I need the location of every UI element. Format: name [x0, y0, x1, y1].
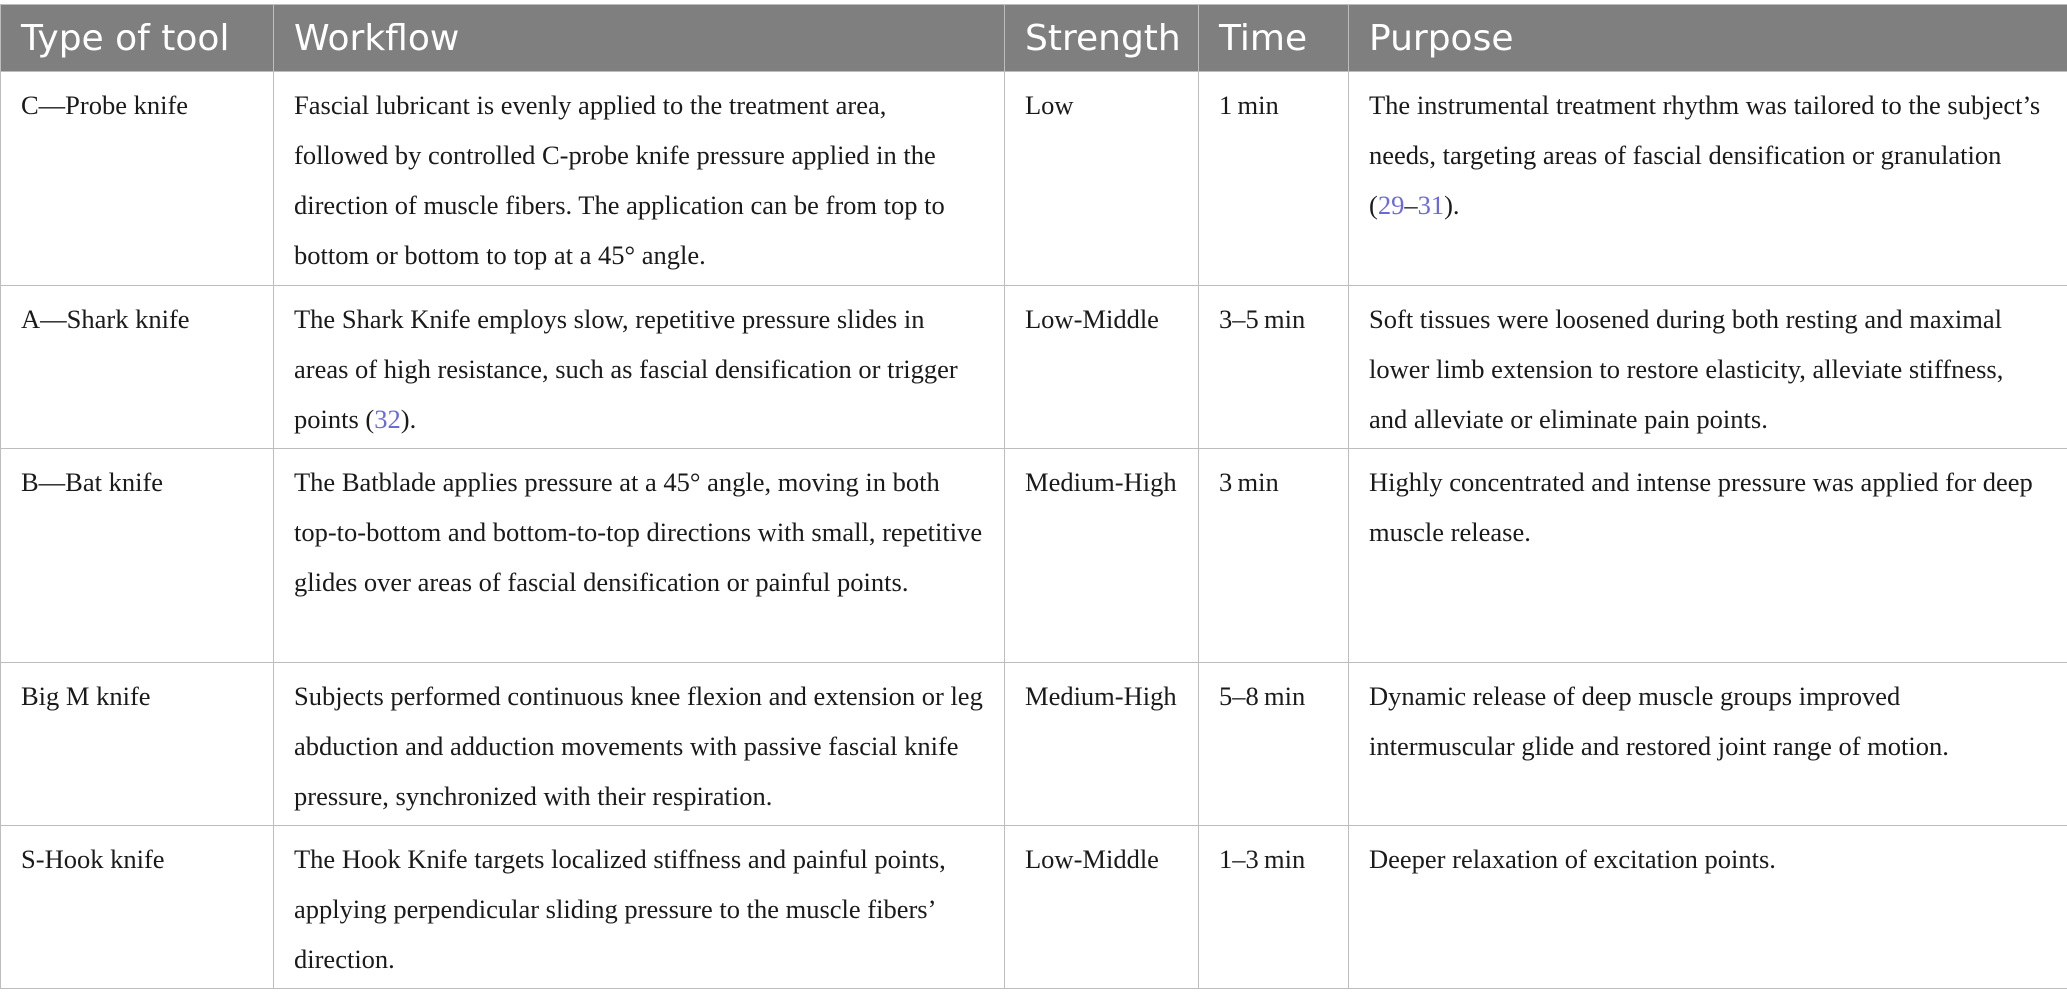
cell-tool: C—Probe knife [1, 72, 274, 286]
table-row [1, 449, 2067, 663]
header-workflow: Workflow [274, 5, 1005, 72]
purpose-text: The instrumental treatment rhythm was tailored to the subject’s needs, targeting areas of fascial densification or granulation ( [1369, 90, 2041, 220]
table-row [1, 286, 2067, 449]
cell-workflow [274, 286, 1005, 449]
cell-workflow: The Hook Knife targets localized stiffness and painful points, applying perpendicular sliding pressure to the muscle fibers’ direction. [274, 826, 1005, 989]
cell-purpose: Highly concentrated and intense pressure was applied for deep muscle release. [1349, 449, 2067, 663]
header-row [1, 5, 2067, 72]
cell-workflow: Fascial lubricant is evenly applied to the treatment area, followed by controlled C-probe knife pressure applied in the direction of muscle fibers. The application can be from top to bottom or bottom to top at a 45° angle. [274, 72, 1005, 286]
table-row [1, 826, 2067, 989]
cell-strength: Low-Middle [1005, 286, 1199, 449]
cell-strength: Low-Middle [1005, 826, 1199, 989]
cell-tool: S-Hook knife [1, 826, 274, 989]
header-time: Time [1199, 5, 1349, 72]
cell-strength: Medium-High [1005, 449, 1199, 663]
workflow-text-end: ). [400, 404, 417, 434]
cell-time: 3–5 min [1199, 286, 1349, 449]
tool-protocol-table [0, 4, 2067, 989]
header-purpose: Purpose [1349, 5, 2067, 72]
workflow-text: The Shark Knife employs slow, repetitive pressure slides in areas of high resistance, such as fascial densification or trigger points ( [294, 304, 958, 434]
cell-time: 1 min [1199, 72, 1349, 286]
cell-workflow: Subjects performed continuous knee flexion and extension or leg abduction and adduction movements with passive fascial knife pressure, synchronized with their respiration. [274, 663, 1005, 826]
cell-purpose: Dynamic release of deep muscle groups improved intermuscular glide and restored joint range of motion. [1349, 663, 2067, 826]
citation-link[interactable]: 29 [1377, 190, 1405, 220]
cell-purpose: Deeper relaxation of excitation points. [1349, 826, 2067, 989]
cell-tool: B—Bat knife [1, 449, 274, 663]
table-row [1, 663, 2067, 826]
cell-time: 3 min [1199, 449, 1349, 663]
cell-tool: Big M knife [1, 663, 274, 826]
table-row [1, 72, 2067, 286]
citation-separator: – [1404, 190, 1418, 220]
cell-strength: Low [1005, 72, 1199, 286]
citation-link[interactable]: 32 [374, 404, 401, 434]
header-type-of-tool: Type of tool [1, 5, 274, 72]
cell-time: 1–3 min [1199, 826, 1349, 989]
cell-workflow: The Batblade applies pressure at a 45° angle, moving in both top-to-bottom and bottom-to-top directions with small, repetitive glides over areas of fascial densification or painful points. [274, 449, 1005, 663]
cell-time: 5–8 min [1199, 663, 1349, 826]
cell-purpose: Soft tissues were loosened during both resting and maximal lower limb extension to restore elasticity, alleviate stiffness, and alleviate or eliminate pain points. [1349, 286, 2067, 449]
cell-purpose [1349, 72, 2067, 286]
purpose-text-end: ). [1444, 190, 1460, 220]
cell-strength: Medium-High [1005, 663, 1199, 826]
citation-link[interactable]: 31 [1417, 190, 1445, 220]
cell-tool: A—Shark knife [1, 286, 274, 449]
header-strength: Strength [1005, 5, 1199, 72]
